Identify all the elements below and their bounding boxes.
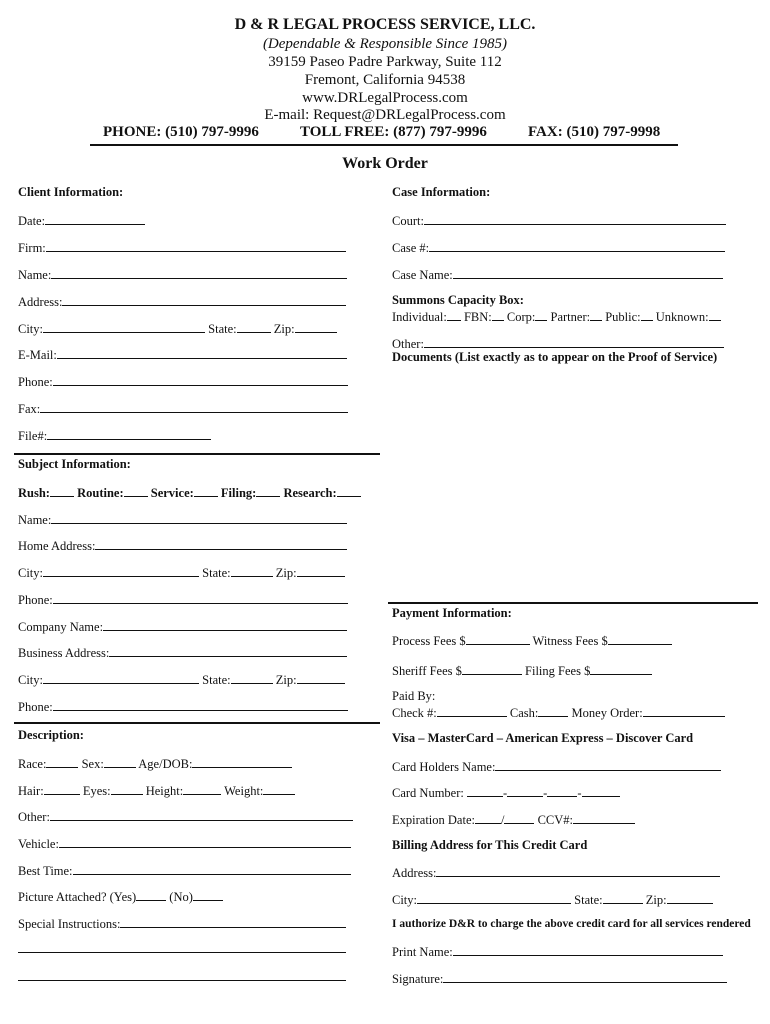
card-holder-field[interactable]: Card Holders Name:: [392, 758, 721, 775]
summons-capacity-row[interactable]: Individual: FBN: Corp: Partner: Public: Unknown:: [392, 308, 721, 325]
client-email-field[interactable]: E-Mail:: [18, 346, 347, 363]
company-website[interactable]: www.DRLegalProcess.com: [302, 90, 468, 106]
payment-info-heading: Payment Information:: [392, 606, 512, 620]
client-address-field[interactable]: Address:: [18, 293, 346, 310]
documents-heading: Documents (List exactly as to appear on the Proof of Service): [392, 350, 718, 364]
signature-field[interactable]: Signature:: [392, 970, 727, 987]
toll-free-number: TOLL FREE: (877) 797-9996: [300, 124, 487, 140]
picture-attached-field[interactable]: Picture Attached? (Yes) (No): [18, 888, 223, 905]
client-phone-field[interactable]: Phone:: [18, 373, 348, 390]
subject-business-address-field[interactable]: Business Address:: [18, 644, 347, 661]
case-other-field[interactable]: Other:: [392, 335, 724, 352]
subject-company-name-field[interactable]: Company Name:: [18, 618, 347, 635]
card-number-field[interactable]: Card Number: - - -: [392, 784, 620, 801]
phone-number: PHONE: (510) 797-9996: [103, 124, 259, 140]
billing-address-heading: Billing Address for This Credit Card: [392, 838, 588, 852]
client-firm-field[interactable]: Firm:: [18, 239, 346, 256]
court-field[interactable]: Court:: [392, 212, 726, 229]
company-address-line1: 39159 Paseo Padre Parkway, Suite 112: [268, 54, 502, 70]
client-file-field[interactable]: File#:: [18, 427, 211, 444]
hair-eyes-height-weight-row[interactable]: Hair: Eyes: Height: Weight:: [18, 782, 295, 799]
client-info-heading: Client Information:: [18, 185, 124, 199]
client-city-field[interactable]: City: State: Zip:: [18, 320, 337, 337]
subject-business-phone-field[interactable]: Phone:: [18, 698, 348, 715]
case-number-field[interactable]: Case #:: [392, 239, 725, 256]
company-name: D & R LEGAL PROCESS SERVICE, LLC.: [234, 16, 536, 33]
best-time-field[interactable]: Best Time:: [18, 862, 351, 879]
description-divider: [14, 722, 380, 724]
client-date-field[interactable]: Date:: [18, 212, 145, 229]
description-heading: Description:: [18, 728, 84, 742]
print-name-field[interactable]: Print Name:: [392, 943, 723, 960]
subject-business-city-field[interactable]: City: State: Zip:: [18, 671, 345, 688]
special-instructions-line-2[interactable]: [18, 980, 346, 981]
client-fax-field[interactable]: Fax:: [18, 400, 348, 417]
client-name-field[interactable]: Name:: [18, 266, 347, 283]
form-title: Work Order: [342, 155, 428, 172]
billing-address-field[interactable]: Address:: [392, 864, 720, 881]
card-types-heading: Visa – MasterCard – American Express – Discover Card: [392, 731, 694, 745]
subject-home-address-field[interactable]: Home Address:: [18, 537, 347, 554]
case-info-heading: Case Information:: [392, 185, 491, 199]
special-instructions-line-1[interactable]: [18, 952, 346, 953]
race-sex-age-row[interactable]: Race: Sex: Age/DOB:: [18, 755, 292, 772]
process-witness-fees-row[interactable]: Process Fees $ Witness Fees $: [392, 632, 672, 649]
authorization-statement: I authorize D&R to charge the above credit card for all services rendered: [392, 918, 751, 930]
paid-by-label: Paid By:: [392, 689, 436, 703]
header-divider: [90, 144, 678, 146]
case-name-field[interactable]: Case Name:: [392, 266, 723, 283]
subject-info-heading: Subject Information:: [18, 457, 131, 471]
vehicle-field[interactable]: Vehicle:: [18, 835, 351, 852]
description-other-field[interactable]: Other:: [18, 808, 353, 825]
special-instructions-field[interactable]: Special Instructions:: [18, 915, 346, 932]
service-type-row[interactable]: Rush: Routine: Service: Filing: Research:: [18, 484, 361, 501]
subject-divider: [14, 453, 380, 455]
subject-city-field[interactable]: City: State: Zip:: [18, 564, 345, 581]
company-tagline: (Dependable & Responsible Since 1985): [262, 36, 508, 52]
paid-by-row[interactable]: Check #: Cash: Money Order:: [392, 704, 725, 721]
fax-number: FAX: (510) 797-9998: [528, 124, 661, 140]
expiration-ccv-row[interactable]: Expiration Date: / CCV#:: [392, 811, 635, 828]
company-email[interactable]: E-mail: Request@DRLegalProcess.com: [264, 107, 506, 123]
subject-phone-field[interactable]: Phone:: [18, 591, 348, 608]
company-address-line2: Fremont, California 94538: [304, 72, 466, 88]
summons-capacity-heading: Summons Capacity Box:: [392, 293, 524, 307]
sheriff-filing-fees-row[interactable]: Sheriff Fees $ Filing Fees $: [392, 662, 652, 679]
payment-divider: [388, 602, 758, 604]
subject-name-field[interactable]: Name:: [18, 511, 347, 528]
billing-city-field[interactable]: City: State: Zip:: [392, 891, 713, 908]
